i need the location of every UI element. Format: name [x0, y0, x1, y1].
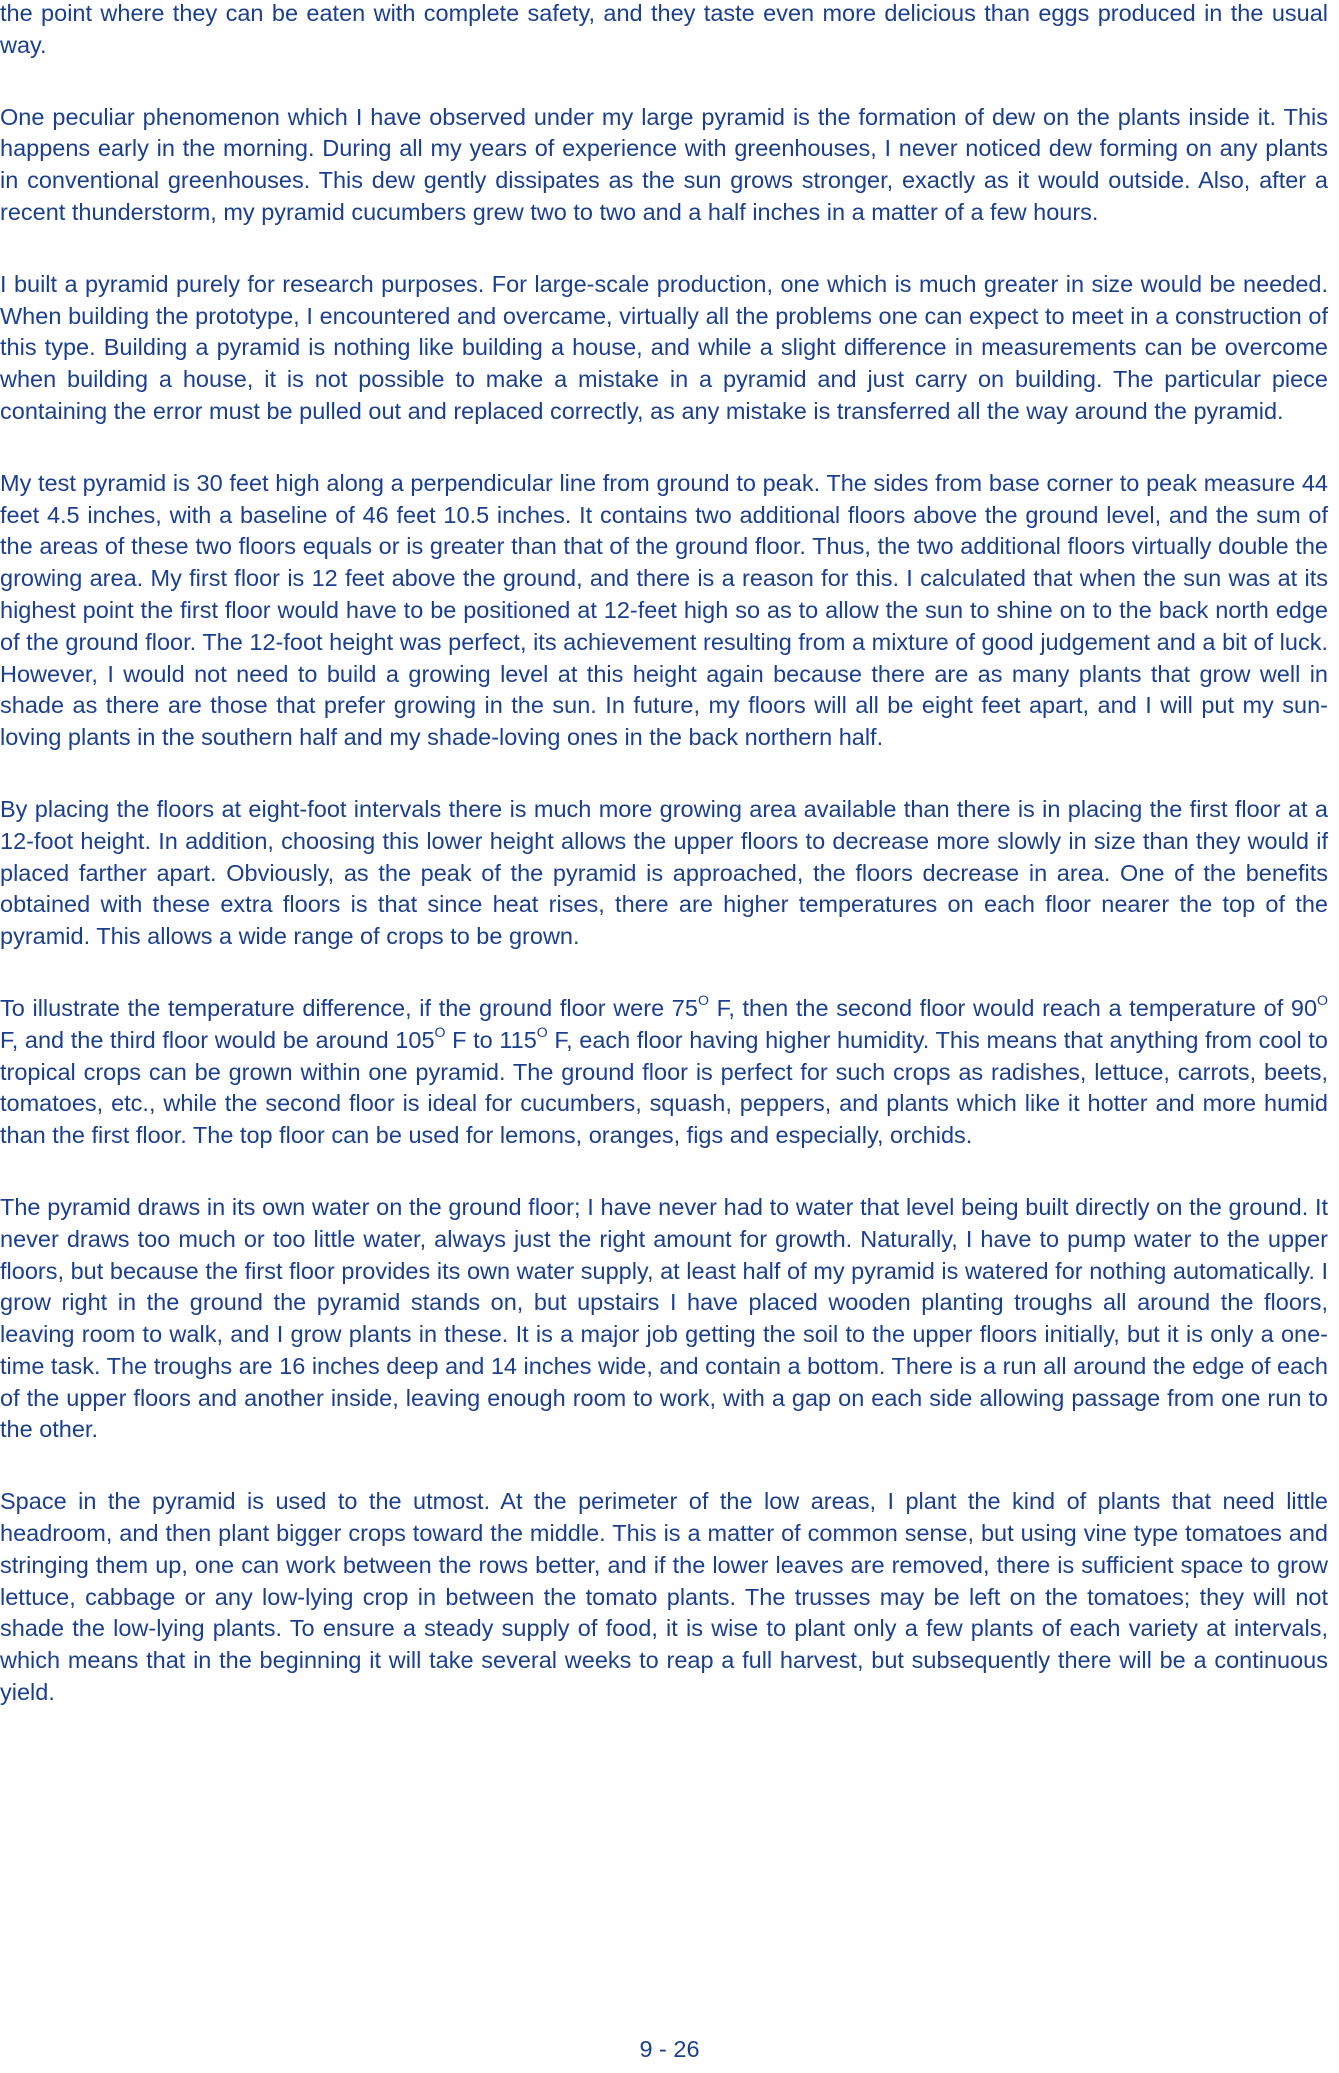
paragraph-egg-continuation: the point where they can be eaten with complete safety, and they taste even more delicious than eggs produced in the usual way.	[0, 0, 1328, 58]
temp-text-4: F to 115	[445, 1026, 537, 1053]
paragraph-water: The pyramid draws in its own water on the ground floor; I have never had to water that level being built directly on the ground. It never draws too much or too little water, always just the right amount for growth. Naturally, I have to pump water to the upper floors, but because the first floor provides its own water supply, at least half of my pyramid is watered for nothing automatically. I grow right in the ground the pyramid stands on, but upstairs I have placed wooden planting troughs all around the floors, leaving room to walk, and I grow plants in these. It is a major job getting the soil to the upper floors initially, but it is only a one-time task. The troughs are 16 inches deep and 14 inches wide, and contain a bottom. There is a run all around the edge of each of the upper floors and another inside, leaving enough room to work, with a gap on each side allowing passage from one run to the other.	[0, 1193, 1328, 1443]
temp-text-2: F, then the second floor would reach a temperature of 90	[708, 994, 1318, 1021]
paragraph-temperature	[0, 993, 1328, 1152]
degree-mark: O	[536, 1023, 548, 1040]
degree-mark: O	[434, 1023, 446, 1040]
degree-mark: O	[1317, 991, 1328, 1008]
paragraph-research: I built a pyramid purely for research purposes. For large-scale production, one which is much greater in size would be needed. When building the prototype, I encountered and overcame, virtually all the problems one can expect to meet in a construction of this type. Building a pyramid is nothing like building a house, and while a slight difference in measurements can be overcome when building a house, it is not possible to make a mistake in a pyramid and just carry on building. The particular piece containing the error must be pulled out and replaced correctly, as any mistake is transferred all the way around the pyramid.	[0, 270, 1328, 424]
temp-text-5: F, each floor having higher humidity. This means that anything from cool to tropical crops can be grown within one pyramid. The ground floor is perfect for such crops as radishes, lettuce, carrots, beets, tomatoes, etc., while the second floor is ideal for cucumbers, squash, peppers, and plants which like it hotter and more humid than the first floor. The top floor can be used for lemons, oranges, figs and especially, orchids.	[0, 1026, 1328, 1149]
temp-text-1: To illustrate the temperature difference, if the ground floor were 75	[0, 994, 698, 1021]
paragraph-space: Space in the pyramid is used to the utmost. At the perimeter of the low areas, I plant the kind of plants that need little headroom, and then plant bigger crops toward the middle. This is a matter of common sense, but using vine type tomatoes and stringing them up, one can work between the rows better, and if the lower leaves are removed, there is sufficient space to grow lettuce, cabbage or any low-lying crop in between the tomato plants. The trusses may be left on the tomatoes; they will not shade the low-lying plants. To ensure a steady supply of food, it is wise to plant only a few plants of each variety at intervals, which means that in the beginning it will take several weeks to reap a full harvest, but subsequently there will be a continuous yield.	[0, 1488, 1328, 1706]
paragraph-dew: One peculiar phenomenon which I have observed under my large pyramid is the formation of dew on the plants inside it. This happens early in the morning. During all my years of experience with greenhouses, I never noticed dew forming on any plants in conventional greenhouses. This dew gently dissipates as the sun grows stronger, exactly as it would outside. Also, after a recent thunderstorm, my pyramid cucumbers grew two to two and a half inches in a matter of a few hours.	[0, 103, 1328, 225]
paragraph-floor-intervals: By placing the floors at eight-foot intervals there is much more growing area available than there is in placing the first floor at a 12-foot height. In addition, choosing this lower height allows the upper floors to decrease more slowly in size than they would if placed farther apart. Obviously, as the peak of the pyramid is approached, the floors decrease in area. One of the benefits obtained with these extra floors is that since heat rises, there are higher temperatures on each floor nearer the top of the pyramid. This allows a wide range of crops to be grown.	[0, 795, 1328, 950]
page-number: 9 - 26	[639, 2036, 700, 2062]
degree-mark: O	[697, 991, 709, 1008]
temp-text-3: F, and the third floor would be around 105	[0, 1026, 435, 1053]
paragraph-test-pyramid: My test pyramid is 30 feet high along a perpendicular line from ground to peak. The sides from base corner to peak measure 44 feet 4.5 inches, with a baseline of 46 feet 10.5 inches. It contains two additional floors above the ground level, and the sum of the areas of these two floors equals or is greater than that of the ground floor. Thus, the two additional floors virtually double the growing area. My first floor is 12 feet above the ground, and there is a reason for this. I calculated that when the sun was at its highest point the first floor would have to be positioned at 12-feet high so as to allow the sun to shine on to the back north edge of the ground floor. The 12-foot height was perfect, its achievement resulting from a mixture of good judgement and a bit of luck. However, I would not need to build a growing level at this height again because there are as many plants that grow well in shade as there are those that prefer growing in the sun. In future, my floors will all be eight feet apart, and I will put my sun-loving plants in the southern half and my shade-loving ones in the back northern half.	[0, 469, 1328, 751]
